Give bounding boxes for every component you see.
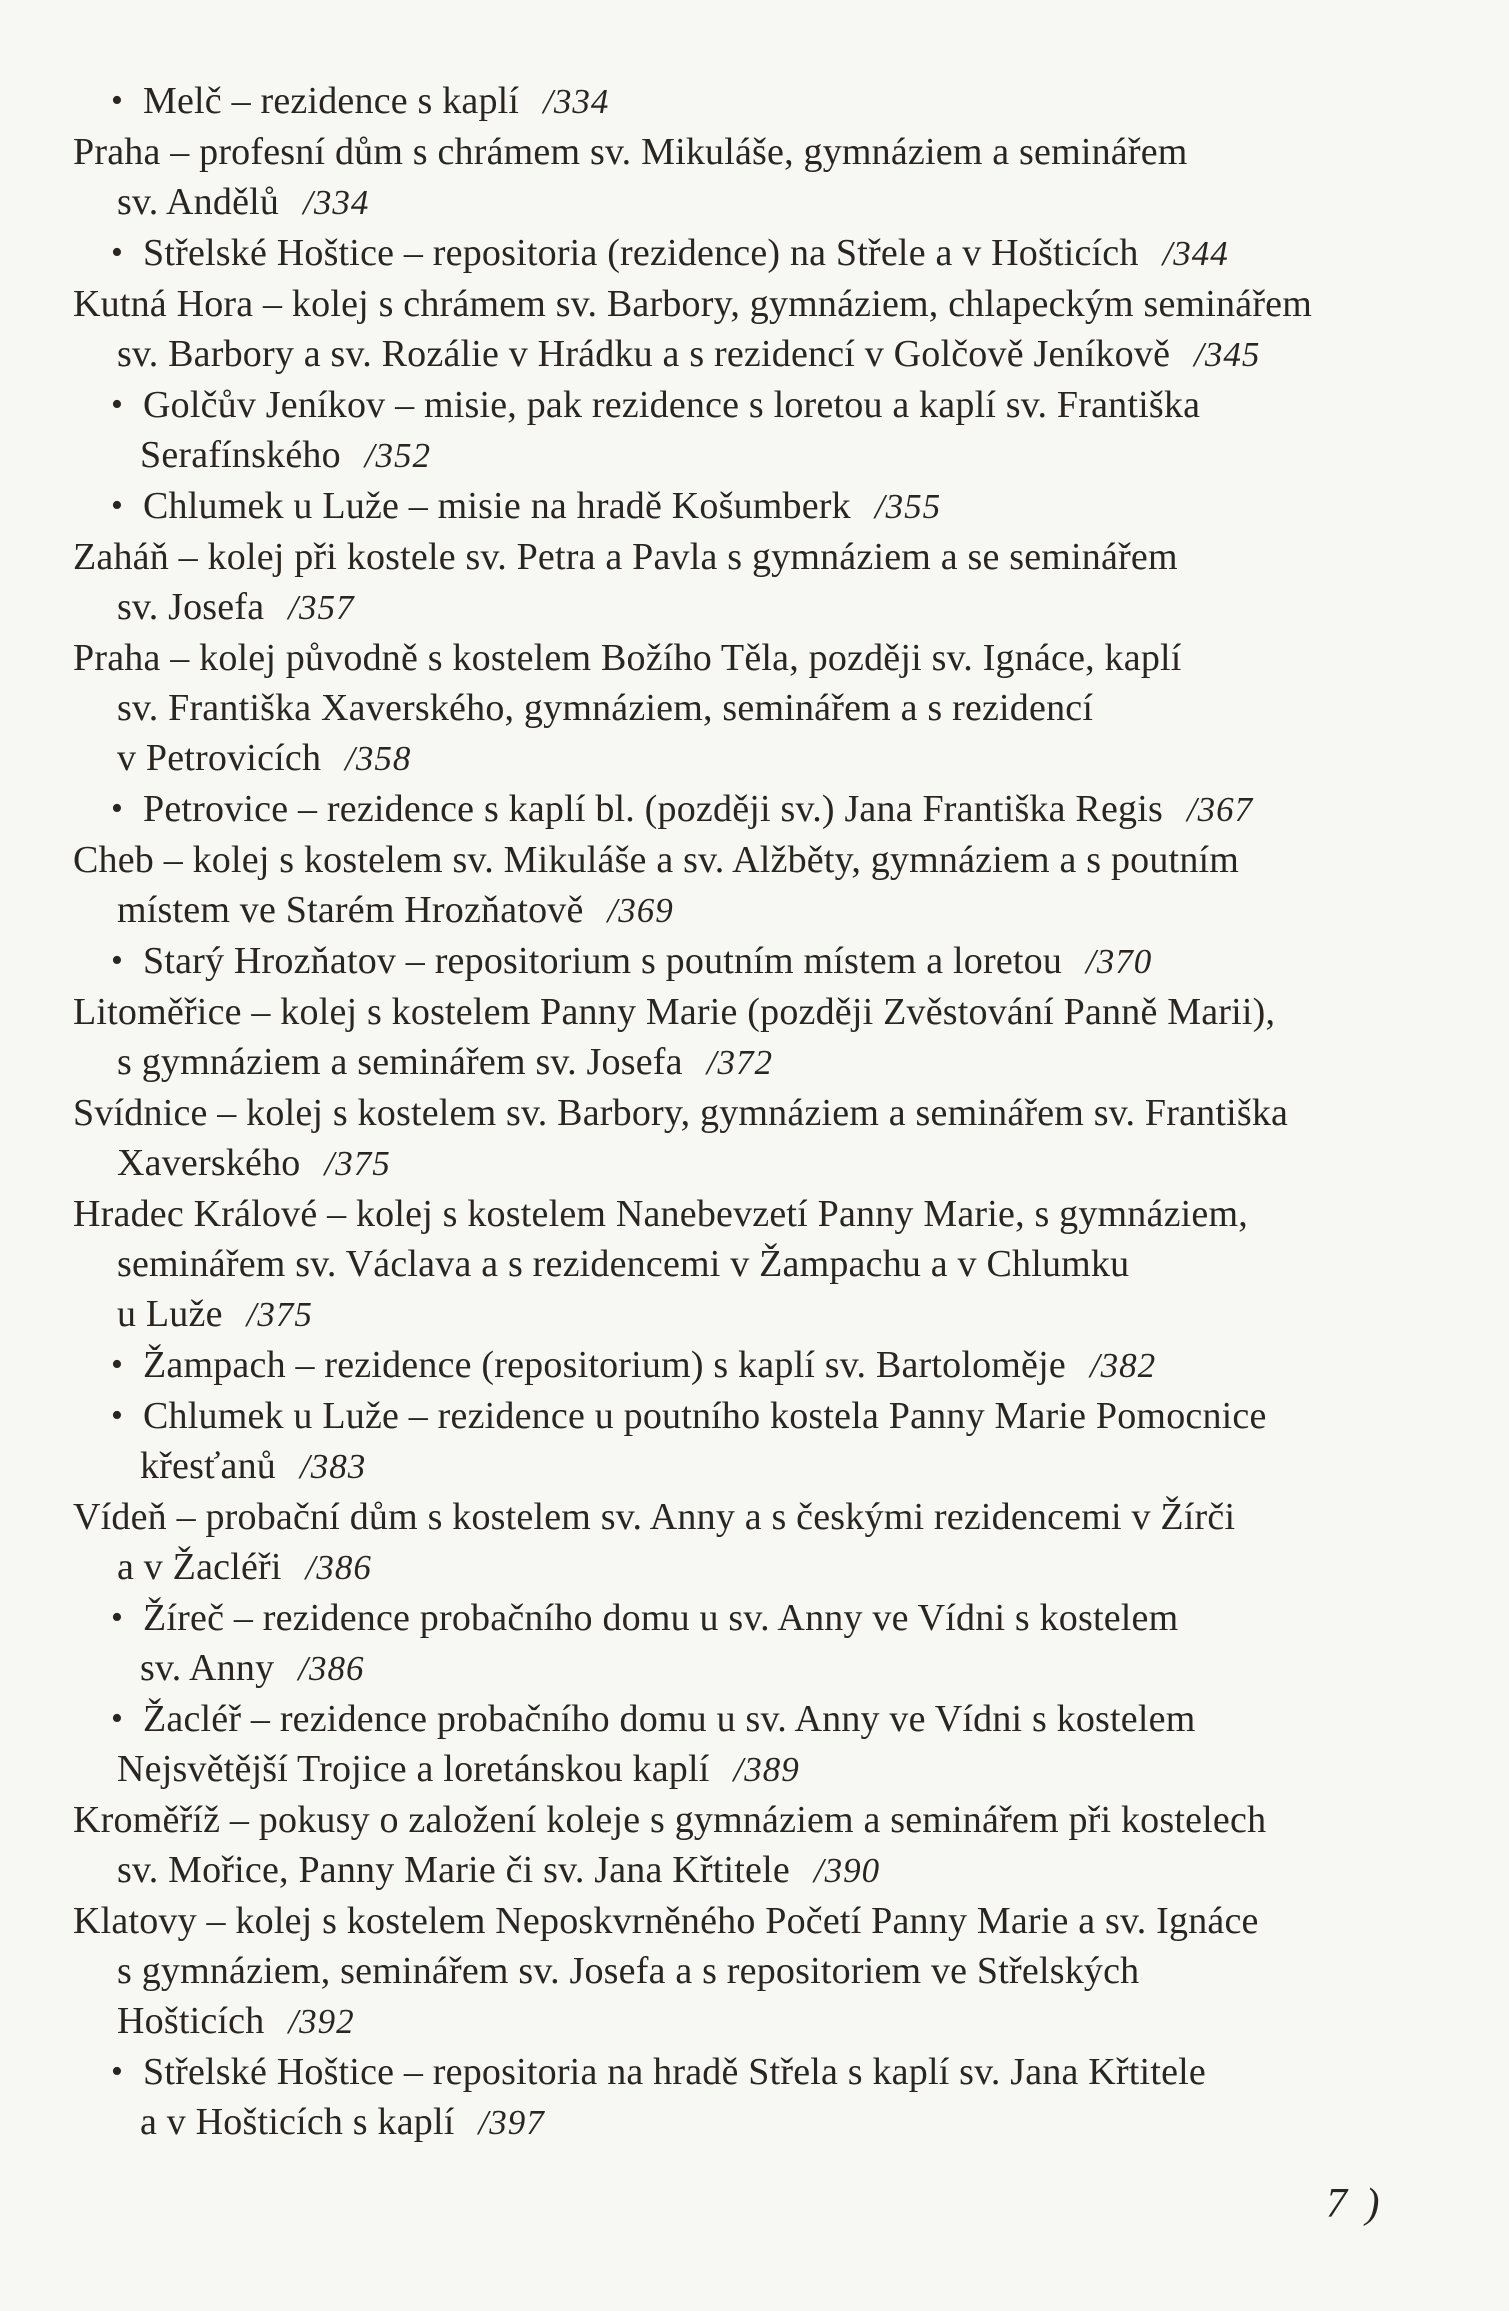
toc-line xyxy=(0,784,1509,835)
page-reference: /345 xyxy=(1194,335,1261,374)
toc-line xyxy=(0,76,1509,127)
toc-line xyxy=(0,936,1509,987)
toc-line-text: Xaverského xyxy=(117,1142,301,1184)
toc-line xyxy=(0,481,1509,532)
toc-line xyxy=(0,1795,1509,1845)
page-reference: /397 xyxy=(478,2103,545,2142)
page-reference: /386 xyxy=(298,1649,365,1688)
toc-line xyxy=(0,1542,1509,1593)
bullet-icon: • xyxy=(111,942,124,979)
toc-line-text: Vídeň – probační dům s kostelem sv. Anny a s českými rezidencemi v Žírči xyxy=(73,1496,1236,1538)
toc-line-text: sv. Františka Xaverského, gymnáziem, seminářem a s rezidencí xyxy=(117,687,1094,729)
toc-line-text: sv. Josefa xyxy=(117,586,265,628)
toc-line-text: Cheb – kolej s kostelem sv. Mikuláše a sv. Alžběty, gymnáziem a s poutním xyxy=(73,839,1240,881)
bullet-icon: • xyxy=(111,82,124,119)
toc-line xyxy=(0,1643,1509,1694)
toc-line-text: Hošticích xyxy=(117,2000,265,2042)
toc-line xyxy=(0,228,1509,279)
toc-line xyxy=(0,380,1509,430)
toc-line-text: Chlumek u Luže – misie na hradě Košumberk xyxy=(143,485,851,527)
toc-line-text: Litoměřice – kolej s kostelem Panny Marie (později Zvěstování Panně Marii), xyxy=(73,991,1276,1033)
toc-line-text: křesťanů xyxy=(140,1445,277,1487)
toc-line xyxy=(0,987,1509,1037)
toc-line-text: Serafínského xyxy=(140,434,341,476)
page-reference: /370 xyxy=(1086,942,1153,981)
bullet-icon: • xyxy=(111,2053,124,2090)
page-reference: /390 xyxy=(813,1851,881,1890)
toc-line-text: Golčův Jeníkov – misie, pak rezidence s loretou a kaplí sv. Františka xyxy=(143,384,1201,426)
page-reference: /389 xyxy=(733,1750,800,1789)
page-reference: /358 xyxy=(345,739,412,778)
toc-line-text: sv. Anny xyxy=(140,1647,275,1689)
toc-line-text: u Luže xyxy=(117,1293,223,1335)
toc-list xyxy=(0,76,1509,2148)
toc-line xyxy=(0,1239,1509,1289)
toc-line xyxy=(0,1996,1509,2047)
page-reference: /357 xyxy=(288,588,355,627)
toc-line-text: Starý Hrozňatov – repositorium s poutním místem a loretou xyxy=(143,940,1063,982)
bullet-icon: • xyxy=(111,234,124,271)
toc-line xyxy=(0,1189,1509,1239)
toc-line xyxy=(0,1593,1509,1643)
bullet-icon: • xyxy=(111,1346,124,1383)
bullet-icon: • xyxy=(111,386,124,423)
toc-line xyxy=(0,633,1509,683)
toc-line xyxy=(0,177,1509,228)
toc-line-text: v Petrovicích xyxy=(117,737,322,779)
bullet-icon: • xyxy=(111,1700,124,1737)
toc-line-text: s gymnáziem, seminářem sv. Josefa a s repositoriem ve Střelských xyxy=(117,1950,1140,1992)
page-reference: /367 xyxy=(1186,790,1254,829)
bullet-icon: • xyxy=(111,790,124,827)
toc-line-text: seminářem sv. Václava a s rezidencemi v Žampachu a v Chlumku xyxy=(117,1243,1130,1285)
toc-line xyxy=(0,582,1509,633)
toc-line-text: Nejsvětější Trojice a loretánskou kaplí xyxy=(117,1748,710,1790)
toc-line-text: sv. Andělů xyxy=(117,181,280,223)
page-reference: /334 xyxy=(303,183,370,222)
toc-line xyxy=(0,835,1509,885)
toc-line xyxy=(0,329,1509,380)
toc-line xyxy=(0,1441,1509,1492)
toc-line xyxy=(0,279,1509,329)
page-reference: /352 xyxy=(364,436,432,475)
bullet-icon: • xyxy=(111,1397,124,1434)
toc-line-text: Praha – kolej původně s kostelem Božího Těla, později sv. Ignáce, kaplí xyxy=(73,637,1182,679)
toc-line-text: Žíreč – rezidence probačního domu u sv. Anny ve Vídni s kostelem xyxy=(143,1597,1179,1639)
page-reference: /375 xyxy=(324,1144,391,1183)
toc-line-text: Petrovice – rezidence s kaplí bl. (později sv.) Jana Františka Regis xyxy=(143,788,1163,830)
toc-line-text: Svídnice – kolej s kostelem sv. Barbory, gymnáziem a seminářem sv. Františka xyxy=(73,1092,1289,1134)
toc-line xyxy=(0,1896,1509,1946)
toc-line xyxy=(0,733,1509,784)
page-reference: /372 xyxy=(706,1043,773,1082)
toc-line-text: Zaháň – kolej při kostele sv. Petra a Pavla s gymnáziem a se seminářem xyxy=(73,536,1178,578)
toc-line xyxy=(0,1289,1509,1340)
page-reference: /383 xyxy=(300,1447,367,1486)
page-reference: /355 xyxy=(874,487,942,526)
toc-line xyxy=(0,2097,1509,2148)
page-reference: /344 xyxy=(1162,234,1229,273)
toc-line-text: a v Žacléři xyxy=(117,1546,282,1588)
toc-line xyxy=(0,430,1509,481)
toc-line-text: Žacléř – rezidence probačního domu u sv. Anny ve Vídni s kostelem xyxy=(143,1698,1196,1740)
toc-line-text: Kutná Hora – kolej s chrámem sv. Barbory, gymnáziem, chlapeckým seminářem xyxy=(73,283,1313,325)
toc-line-text: Žampach – rezidence (repositorium) s kaplí sv. Bartoloměje xyxy=(143,1344,1066,1386)
toc-line-text: Praha – profesní dům s chrámem sv. Mikuláše, gymnáziem a seminářem xyxy=(73,131,1188,173)
toc-line xyxy=(0,1037,1509,1088)
toc-line-text: Chlumek u Luže – rezidence u poutního kostela Panny Marie Pomocnice xyxy=(143,1395,1267,1437)
toc-line-text: Střelské Hoštice – repositoria (rezidence) na Střele a v Hošticích xyxy=(143,232,1139,274)
toc-line xyxy=(0,683,1509,733)
toc-line-text: místem ve Starém Hrozňatově xyxy=(117,889,584,931)
page-reference: /382 xyxy=(1089,1346,1157,1385)
bullet-icon: • xyxy=(111,1599,124,1636)
toc-line xyxy=(0,1340,1509,1391)
toc-line xyxy=(0,1391,1509,1441)
toc-line-text: Střelské Hoštice – repositoria na hradě Střela s kaplí sv. Jana Křtitele xyxy=(143,2051,1206,2093)
toc-line-text: Klatovy – kolej s kostelem Neposkvrněného Početí Panny Marie a sv. Ignáce xyxy=(73,1900,1259,1942)
toc-line xyxy=(0,1492,1509,1542)
toc-line xyxy=(0,1088,1509,1138)
toc-line xyxy=(0,885,1509,936)
bullet-icon: • xyxy=(111,487,124,524)
toc-line xyxy=(0,127,1509,177)
toc-line xyxy=(0,1744,1509,1795)
page-reference: /386 xyxy=(305,1548,372,1587)
toc-line xyxy=(0,532,1509,582)
page-reference: /375 xyxy=(246,1295,313,1334)
page-reference: /334 xyxy=(543,82,610,121)
toc-line-text: Melč – rezidence s kaplí xyxy=(143,80,520,122)
footer-page-number: 7 ) xyxy=(1326,2181,1384,2227)
toc-line-text: s gymnáziem a seminářem sv. Josefa xyxy=(117,1041,683,1083)
toc-line-text: Kroměříž – pokusy o založení koleje s gymnáziem a seminářem při kostelech xyxy=(73,1799,1267,1841)
toc-line-text: sv. Mořice, Panny Marie či sv. Jana Křtitele xyxy=(117,1849,790,1891)
toc-line-text: sv. Barbory a sv. Rozálie v Hrádku a s rezidencí v Golčově Jeníkově xyxy=(117,333,1171,375)
toc-line xyxy=(0,2047,1509,2097)
page-reference: /369 xyxy=(607,891,674,930)
page-reference: /392 xyxy=(288,2002,355,2041)
toc-line-text: a v Hošticích s kaplí xyxy=(140,2101,455,2143)
toc-line xyxy=(0,1138,1509,1189)
toc-line xyxy=(0,1694,1509,1744)
toc-line xyxy=(0,1845,1509,1896)
toc-line-text: Hradec Králové – kolej s kostelem Nanebevzetí Panny Marie, s gymnáziem, xyxy=(73,1193,1248,1235)
toc-line xyxy=(0,1946,1509,1996)
